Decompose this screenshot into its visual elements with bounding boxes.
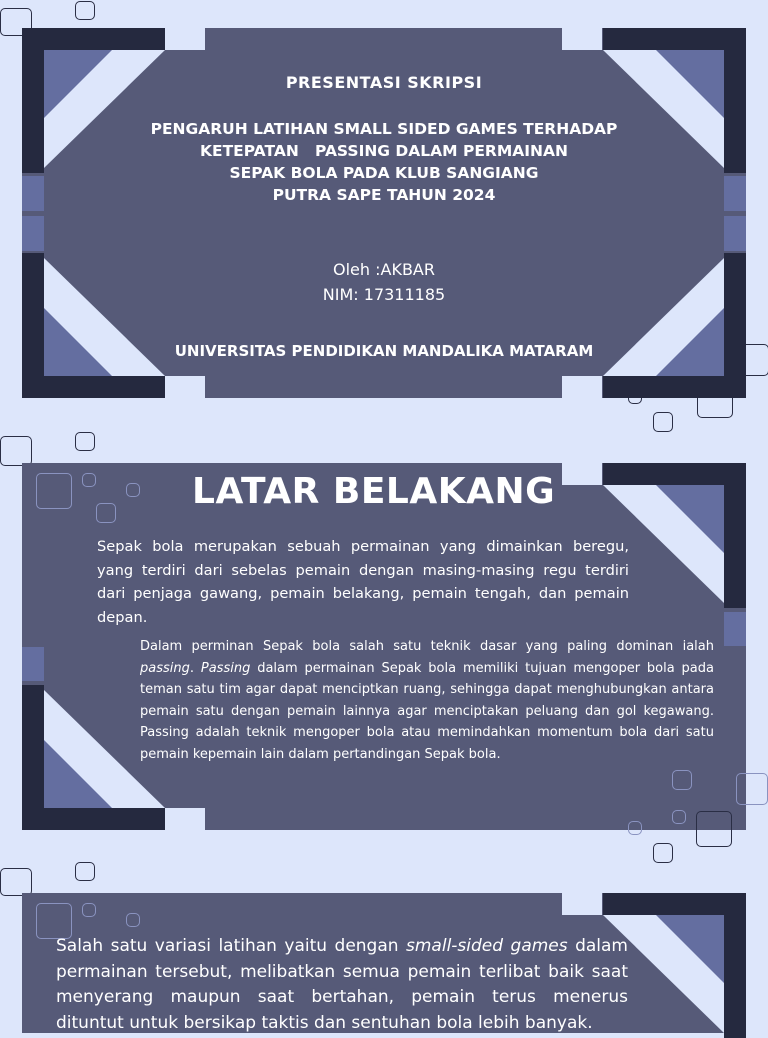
paragraph-small-sided-games xyxy=(56,934,628,1036)
text: . xyxy=(189,660,201,676)
decor-square xyxy=(75,862,95,881)
text-italic: passing xyxy=(140,660,190,676)
text: Dalam perminan Sepak bola salah satu teknik dasar yang paling dominan ialah xyxy=(140,639,714,654)
decor-square xyxy=(75,1,95,20)
slide-title: LATAR BELAKANG xyxy=(192,471,556,512)
thesis-title-line: PENGARUH LATIHAN SMALL SIDED GAMES TERHADAP xyxy=(150,120,618,138)
decor-square xyxy=(672,810,686,824)
author-name: Oleh :AKBAR xyxy=(333,260,435,279)
thesis-title-line: KETEPATAN PASSING DALAM PERMAINAN xyxy=(199,142,568,160)
decor-square xyxy=(653,843,673,863)
thesis-title-line: SEPAK BOLA PADA KLUB SANGIANG xyxy=(229,164,539,182)
text-italic: Passing xyxy=(200,660,251,676)
student-id: NIM: 17311185 xyxy=(322,285,446,304)
text: dalam permainan Sepak bola memiliki tujuan mengoper bola pada teman satu tim agar dapat menciptkan ruang, sehingga dapat menghubungkan antara pemain satu dengan pemain lainnya agar menciptakan peluang dan gol kegawang. Passing adalah teknik mengoper bola atau memindahkan momentum bola dari satu pemain kepemain lain dalam pertandingan Sepak bola. xyxy=(140,660,714,762)
decor-square xyxy=(653,412,673,432)
presentation-heading: PRESENTASI SKRIPSI xyxy=(285,73,483,92)
side-block xyxy=(724,216,746,251)
slide-title xyxy=(22,28,746,398)
decor-square xyxy=(82,473,96,487)
side-block xyxy=(22,216,44,251)
decor-square xyxy=(36,473,72,509)
decor-square xyxy=(628,821,642,835)
decor-square xyxy=(696,811,732,847)
paragraph-football-intro: Sepak bola merupakan sebuah permainan yang dimainkan beregu, yang terdiri dari sebelas pemain dengan masing-masing regu terdiri dari penjaga gawang, pemain belakang, pemain tengah, dan pemain depan. xyxy=(97,538,629,626)
decor-square xyxy=(672,770,692,790)
side-block xyxy=(22,647,44,681)
decor-square xyxy=(126,913,140,927)
paragraph-passing xyxy=(140,636,714,765)
text: dalam permainan tersebut, melibatkan semua pemain terlibat baik saat menyerang maupun saat bertahan, pemain terus menerus dituntut untuk bersikap taktis dan sentuhan bola lebih banyak. xyxy=(56,936,628,1033)
decor-square xyxy=(75,432,95,451)
slide-background xyxy=(22,893,746,1033)
decor-square xyxy=(736,773,768,805)
decor-square xyxy=(82,903,96,917)
text: Salah satu variasi latihan yaitu dengan xyxy=(56,936,407,956)
thesis-title xyxy=(22,118,746,206)
decor-square xyxy=(96,503,116,523)
decor-square xyxy=(0,868,32,896)
university-name: UNIVERSITAS PENDIDIKAN MANDALIKA MATARAM xyxy=(174,342,594,360)
slide-background xyxy=(22,463,746,830)
text-italic: small-sided games xyxy=(406,936,568,956)
decor-square xyxy=(0,436,32,466)
decor-square xyxy=(126,483,140,497)
side-block xyxy=(724,612,746,646)
thesis-title-line: PUTRA SAPE TAHUN 2024 xyxy=(272,186,496,204)
